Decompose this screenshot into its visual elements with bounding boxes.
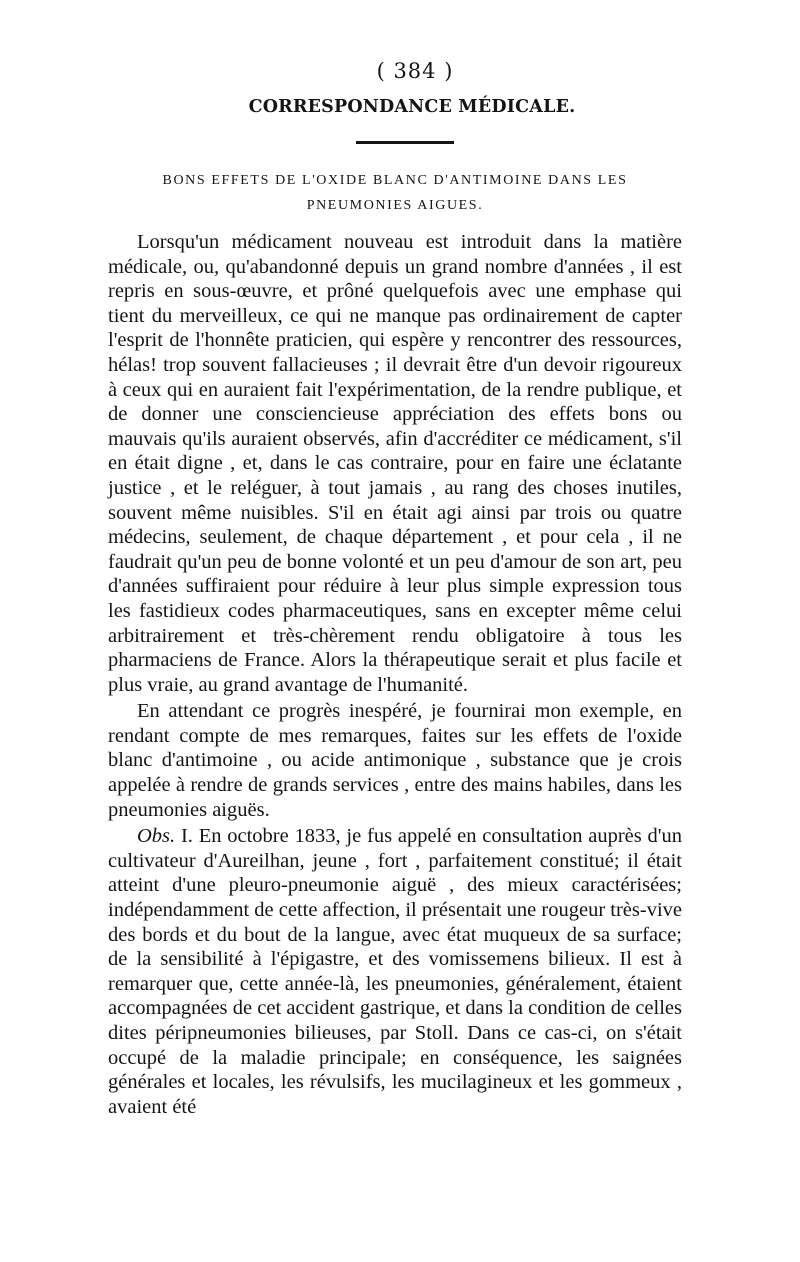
article-body xyxy=(108,230,682,1119)
observation-label: Obs. xyxy=(137,825,176,848)
article-title xyxy=(108,168,682,218)
article-title-line-1: BONS EFFETS DE L'OXIDE BLANC D'ANTIMOINE DANS LES xyxy=(162,173,628,188)
paragraph-observation-1 xyxy=(108,824,682,1119)
observation-text: I. En octobre 1833, je fus appelé en consultation auprès d'un cultivateur d'Aureilhan, jeune , fort , parfaitement constitué; il était atteint d'une pleuro-pneumonie aiguë , des mieux caractérisées; indépendamment de cette affection, il présentait une rougeur très-vive des bords et du bout de la langue, avec état muqueux de sa surface; de la sensibilité à l'épigastre, et des vomissemens bilieux. Il est à remarquer que, cette année-là, les pneumonies, généralement, étaient accompagnées de cet accident gastrique, et dans la condition de celles dites péripneumonies bilieuses, par Stoll. Dans ce cas-ci, on s'était occupé de la maladie principale; en conséquence, les saignées générales et locales, les révulsifs, les mucilagineux et les gommeux , avaient été xyxy=(108,825,682,1118)
paragraph-attendant: En attendant ce progrès inespéré, je fournirai mon exemple, en rendant compte de mes remarques, faites sur les effets de l'oxide blanc d'antimoine , ou acide antimonique , substance que je crois appelée à rendre de grands services , entre des mains habiles, dans les pneumonies aiguës. xyxy=(108,700,682,821)
running-title: CORRESPONDANCE MÉDICALE. xyxy=(248,97,576,117)
page-number: ( 384 ) xyxy=(376,59,454,83)
book-page xyxy=(108,56,682,1119)
article-title-line-2: PNEUMONIES AIGUES. xyxy=(306,198,484,213)
title-rule xyxy=(356,141,454,144)
paragraph-intro: Lorsqu'un médicament nouveau est introduit dans la matière médicale, ou, qu'abandonné depuis un grand nombre d'années , il est repris en sous-œuvre, et prôné quelquefois avec une emphase qui tient du merveilleux, ce qui ne manque pas ordinairement de capter l'esprit de l'honnête praticien, qui espère y rencontrer des ressources, hélas! trop souvent fallacieuses ; il devrait être d'un devoir rigoureux à ceux qui en auraient fait l'expérimentation, de la rendre publique, et de donner une consciencieuse appréciation des effets bons ou mauvais qu'ils auraient observés, afin d'accréditer ce médicament, s'il en était digne , et, dans le cas contraire, pour en faire une éclatante justice , et le reléguer, à tout jamais , au rang des choses inutiles, souvent même nuisibles. S'il en était agi ainsi par trois ou quatre médecins, seulement, de chaque département , et pour cela , il ne faudrait qu'un peu de bonne volonté et un peu d'amour de son art, peu d'années suffiraient pour réduire à leur plus simple expression tous les fastidieux codes pharmaceutiques, sans en excepter même celui arbitrairement et très-chèrement rendu obligatoire à tous les pharmaciens de France. Alors la thérapeutique serait et plus facile et plus vraie, au grand avantage de l'humanité. xyxy=(108,231,682,696)
